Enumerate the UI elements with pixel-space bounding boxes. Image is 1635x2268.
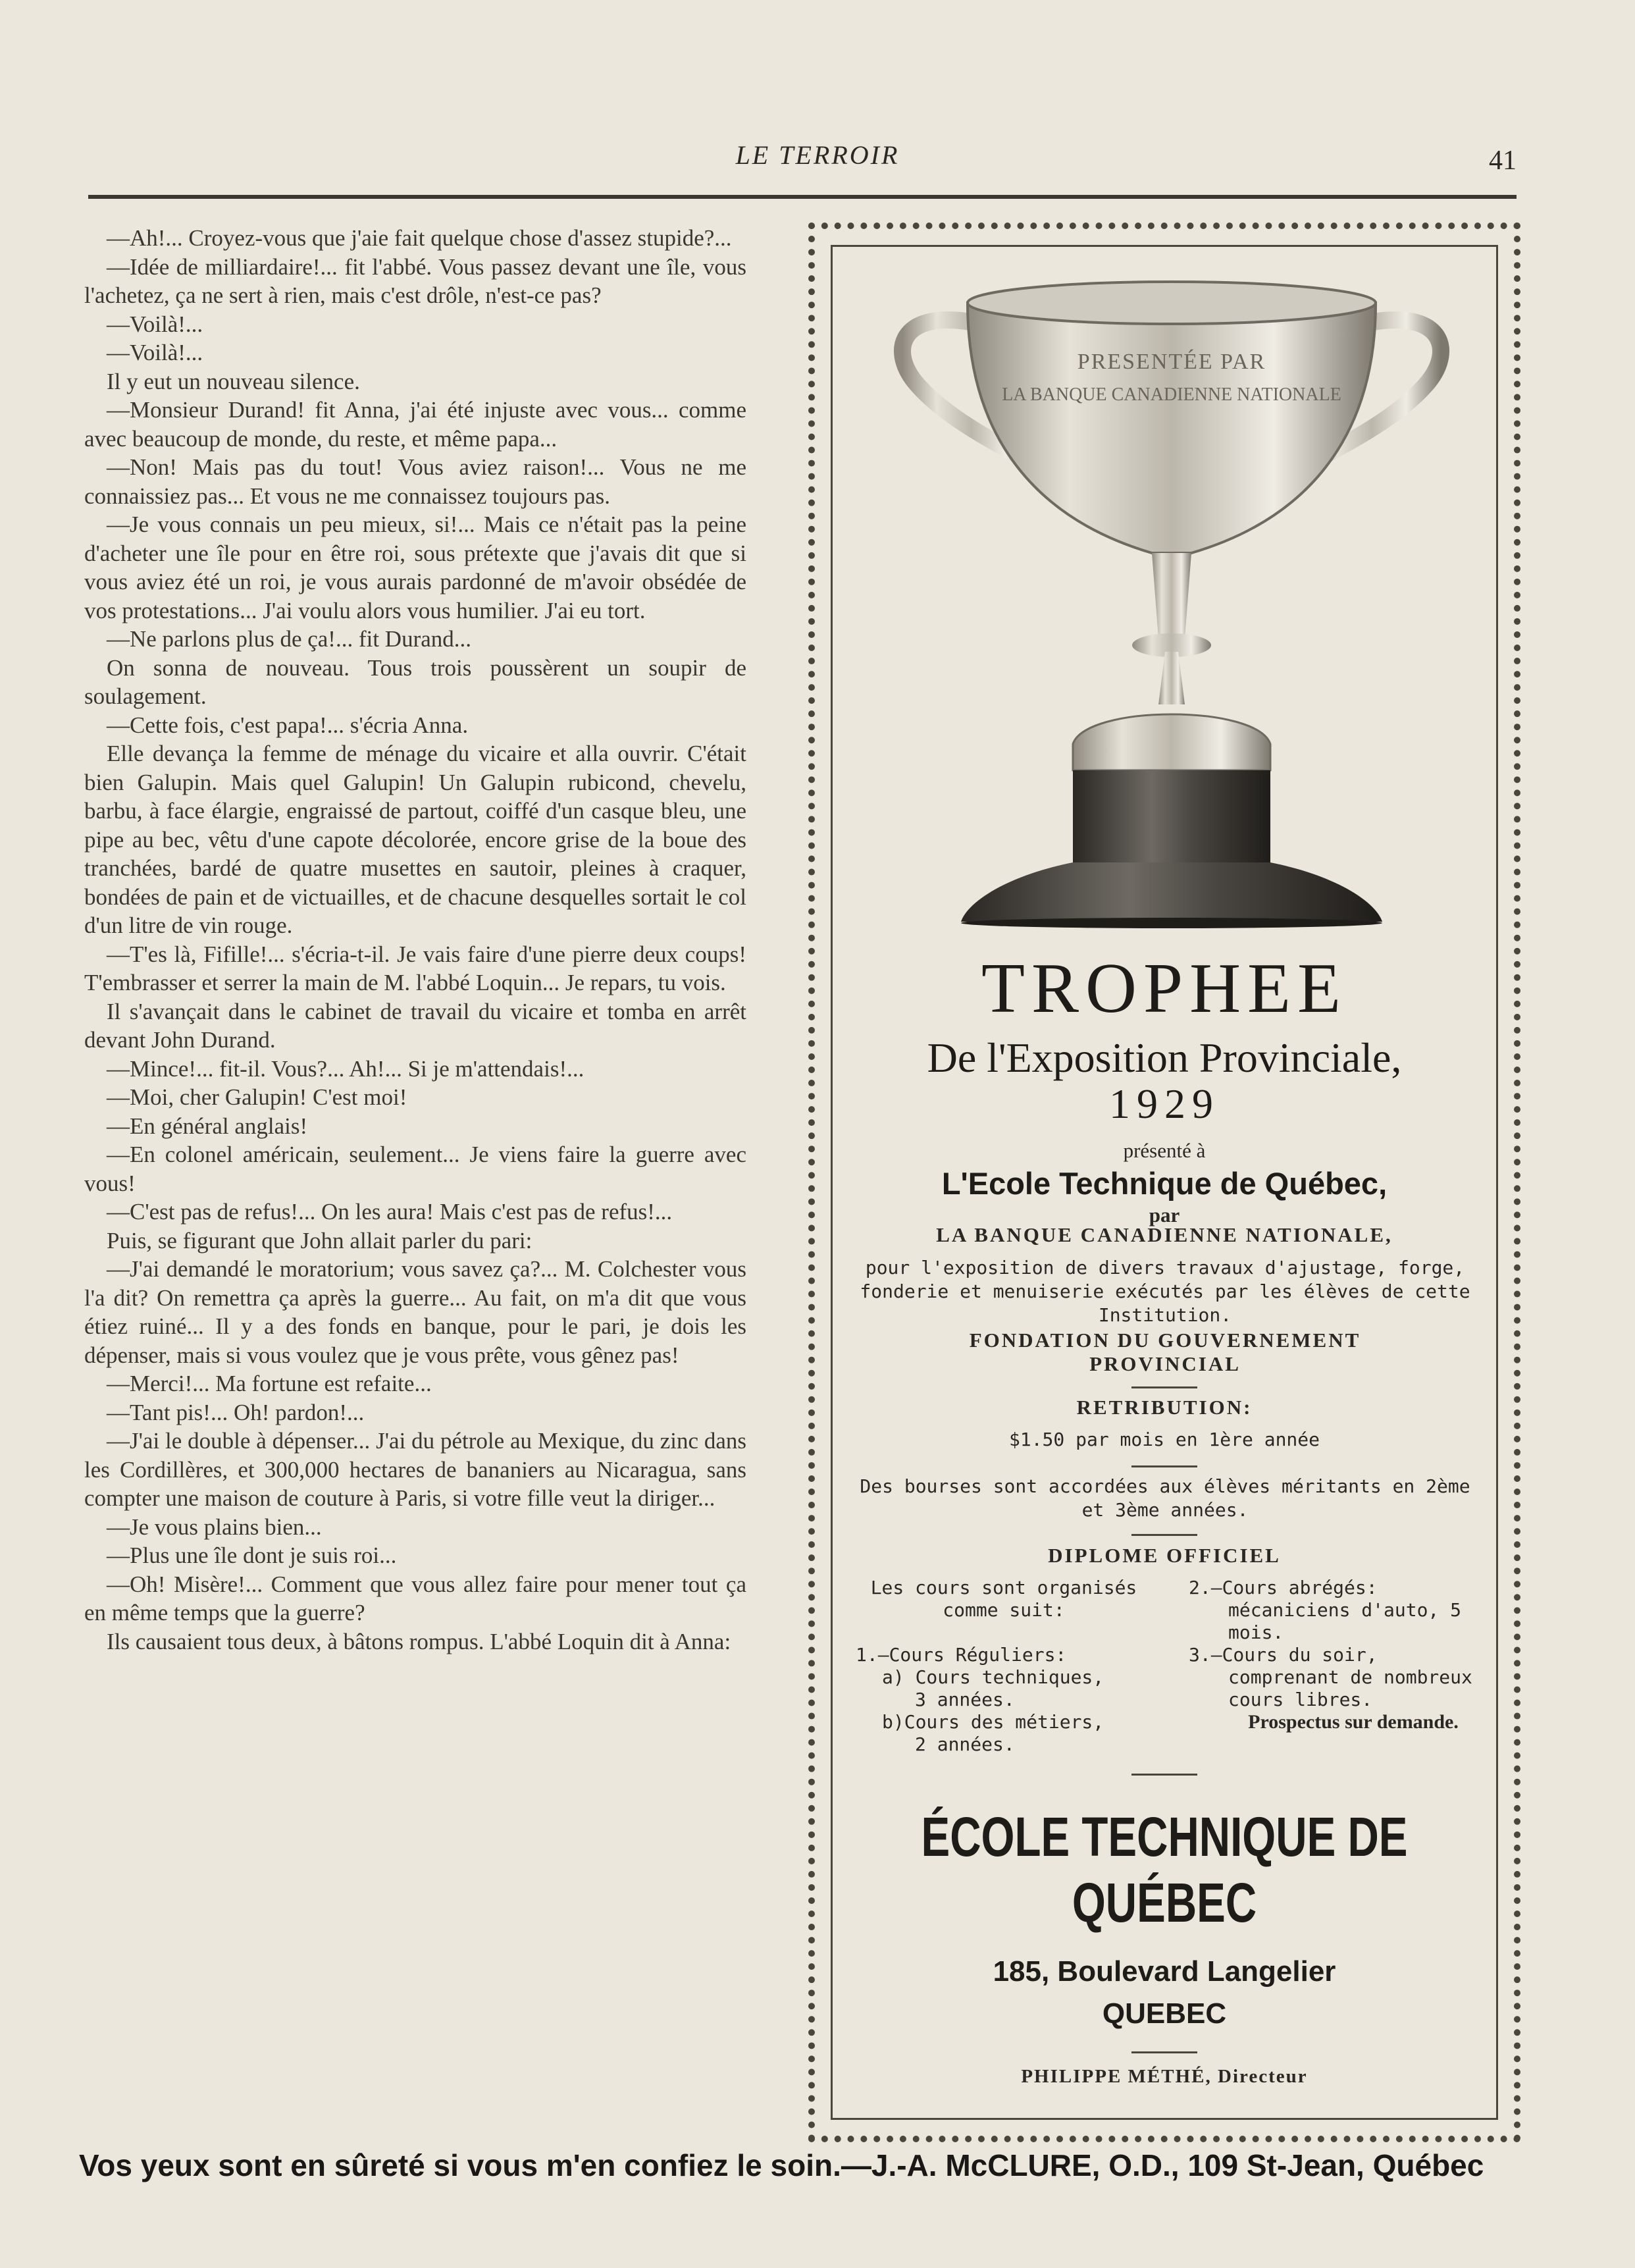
story-paragraph: —Oh! Misère!... Comment que vous allez faire pour mener tout ça en même temps que la guerre?: [84, 1571, 746, 1625]
divider: [1131, 2051, 1197, 2053]
school-name: L'Ecole Technique de Québec,: [941, 1166, 1388, 1201]
story-column: [84, 224, 746, 1656]
retribution-title: RETRIBUTION:: [1076, 1396, 1253, 1419]
divider: [1131, 1534, 1197, 1536]
prospectus-note: Prospectus sur demande.: [1248, 1711, 1459, 1733]
running-title: LE TERROIR: [735, 140, 900, 170]
diploma-title: DIPLOME OFFICIEL: [1048, 1544, 1281, 1567]
story-paragraph: —Voilà!...: [107, 311, 203, 337]
story-paragraph: —Je vous plains bien...: [107, 1514, 322, 1540]
story-paragraph: —En général anglais!: [107, 1113, 308, 1139]
divider: [1131, 1386, 1197, 1388]
story-paragraph: —C'est pas de refus!... On les aura! Mais c'est pas de refus!...: [107, 1199, 673, 1225]
course-regular: 1.—Cours Réguliers:: [856, 1644, 1067, 1666]
story-paragraph: —Non! Mais pas du tout! Vous aviez raison!... Vous ne me connaissiez pas... Et vous ne me connaissez toujours pas.: [84, 454, 746, 509]
story-paragraph: —Merci!... Ma fortune est refaite...: [107, 1371, 432, 1396]
story-paragraph: —Plus une île dont je suis roi...: [107, 1543, 397, 1568]
story-paragraph: —Tant pis!... Oh! pardon!...: [107, 1399, 365, 1425]
courses-intro: Les cours sont organisés comme suit:: [870, 1577, 1137, 1621]
story-paragraph: —Voilà!...: [107, 340, 203, 365]
divider: [1131, 1465, 1197, 1467]
purpose-text: pour l'exposition de divers travaux d'ajustage, forge, fonderie et menuiserie exécutés par les élèves de cette Institution.: [860, 1257, 1470, 1326]
story-paragraph: —Monsieur Durand! fit Anna, j'ai été injuste avec vous... comme avec beaucoup de monde, du reste, et même papa...: [84, 397, 746, 452]
retribution-text: $1.50 par mois en 1ère année: [1008, 1429, 1320, 1450]
story-paragraph: —Ah!... Croyez-vous que j'aie fait quelque chose d'assez stupide?...: [107, 225, 732, 251]
story-paragraph: Il s'avançait dans le cabinet de travail du vicaire et tomba en arrêt devant John Durand.: [84, 998, 746, 1053]
page-number: 41: [1489, 145, 1517, 176]
course-short: 2.—Cours abrégés: mécaniciens d'auto, 5 mois.: [1189, 1577, 1462, 1643]
course-regular-a: a) Cours techniques, 3 années.: [882, 1666, 1104, 1710]
story-paragraph: On sonna de nouveau. Tous trois poussèrent un soupir de soulagement.: [84, 654, 746, 709]
story-paragraph: —Idée de milliardaire!... fit l'abbé. Vous passez devant une île, vous l'achetez, ça ne sert à rien, mais c'est drôle, n'est-ce pas?: [84, 253, 746, 308]
divider: [1131, 1774, 1197, 1776]
cup-engraving-line2: LA BANQUE CANADIENNE NATIONALE: [1002, 384, 1341, 405]
course-regular-b: b)Cours des métiers, 2 années.: [882, 1711, 1104, 1755]
story-paragraph: —J'ai le double à dépenser... J'ai du pétrole au Mexique, du zinc dans les Cordillères, et 300,000 hectares de bananiers au Nicaragua, sans compter une maison de couture à Paris, si votre fille veut la diriger...: [84, 1428, 746, 1511]
story-paragraph: —Ne parlons plus de ça!... fit Durand...: [107, 626, 472, 652]
story-paragraph: Ils causaient tous deux, à bâtons rompus. L'abbé Loquin dit à Anna:: [107, 1628, 731, 1654]
story-paragraph: Elle devança la femme de ménage du vicaire et alla ouvrir. C'était bien Galupin. Mais quel Galupin! Un Galupin rubicond, chevelu, barbu, à face élargie, engraissé de partout, coiffé d'un casque bleu, une pipe au bec, vêtu d'une capote décolorée, encore grise de la boue des tranchées, bardé de quatre musettes en sautoir, pleines à craquer, bondées de pain et de victuailles, et de chacune desquelles sortait le col d'un litre de vin rouge.: [84, 741, 746, 938]
story-paragraph: —En colonel américain, seulement... Je viens faire la guerre avec vous!: [84, 1142, 746, 1196]
footer-advertisement: Vos yeux sont en sûreté si vous m'en confiez le soin.—J.-A. McCLURE, O.D., 109 St-Jean, Québec: [79, 2148, 1484, 2182]
courses-right-column: [1189, 1577, 1478, 1733]
trophy-title: TROPHEE: [981, 949, 1347, 1028]
story-paragraph: —J'ai demandé le moratorium; vous savez ça?... M. Colchester vous l'a dit? On remettra ça après la guerre... Au fait, on m'a dit que vous étiez ruiné... Il y a des fonds en banque, pour le pari, je dois les dépenser, mais si vous voulez que je vous prête, vous gênez pas!: [84, 1256, 746, 1368]
scholarships-text: Des bourses sont accordées aux élèves méritants en 2ème et 3ème années.: [860, 1475, 1470, 1521]
school-address: 185, Boulevard Langelier: [993, 1955, 1336, 1988]
header-rule: [88, 195, 1517, 199]
story-paragraph: Puis, se figurant que John allait parler du pari:: [107, 1227, 532, 1253]
exposition-subtitle: De l'Exposition Provinciale,: [927, 1034, 1402, 1081]
courses-left-column: [856, 1577, 1152, 1756]
bank-name: LA BANQUE CANADIENNE NATIONALE,: [936, 1223, 1393, 1246]
foundation-text: FONDATION DU GOUVERNEMENT PROVINCIAL: [969, 1329, 1361, 1375]
cup-engraving-line1: PRESENTÉE PAR: [1077, 350, 1266, 374]
story-paragraph: —Moi, cher Galupin! C'est moi!: [107, 1084, 407, 1110]
school-city: QUEBEC: [1102, 1997, 1227, 2030]
story-paragraph: —Mince!... fit-il. Vous?... Ah!... Si je m'attendais!...: [107, 1055, 584, 1082]
exposition-year: 1929: [1109, 1080, 1220, 1127]
by-label: par: [1149, 1203, 1180, 1226]
story-paragraph: —T'es là, Fifille!... s'écria-t-il. Je vais faire d'une pierre deux coups! T'embrasser et serrer la main de M. l'abbé Loquin... Je repars, tu vois.: [84, 941, 746, 995]
story-paragraph: —Cette fois, c'est papa!... s'écria Anna.: [107, 712, 469, 738]
director-name: PHILIPPE MÉTHÉ, Directeur: [1021, 2066, 1308, 2087]
story-paragraph: Il y eut un nouveau silence.: [107, 368, 360, 394]
presented-to: présenté à: [1123, 1139, 1206, 1162]
course-evening: 3.—Cours du soir, comprenant de nombreux cours libres.: [1189, 1644, 1472, 1710]
story-paragraph: —Je vous connais un peu mieux, si!... Mais ce n'était pas la peine d'acheter une île pour en être roi, sous prétexte que j'avais dit que si vous aviez été un roi, je vous aurais pardonné de m'avoir obsédée de vos protestations... J'ai voulu alors vous humilier. J'ai eu tort.: [84, 512, 746, 623]
school-banner: [904, 1804, 1425, 1936]
trophy-cup-illustration: [875, 270, 1468, 928]
school-banner-line1: ÉCOLE TECHNIQUE DE: [921, 1806, 1408, 1868]
school-banner-line2: QUÉBEC: [1072, 1872, 1257, 1934]
